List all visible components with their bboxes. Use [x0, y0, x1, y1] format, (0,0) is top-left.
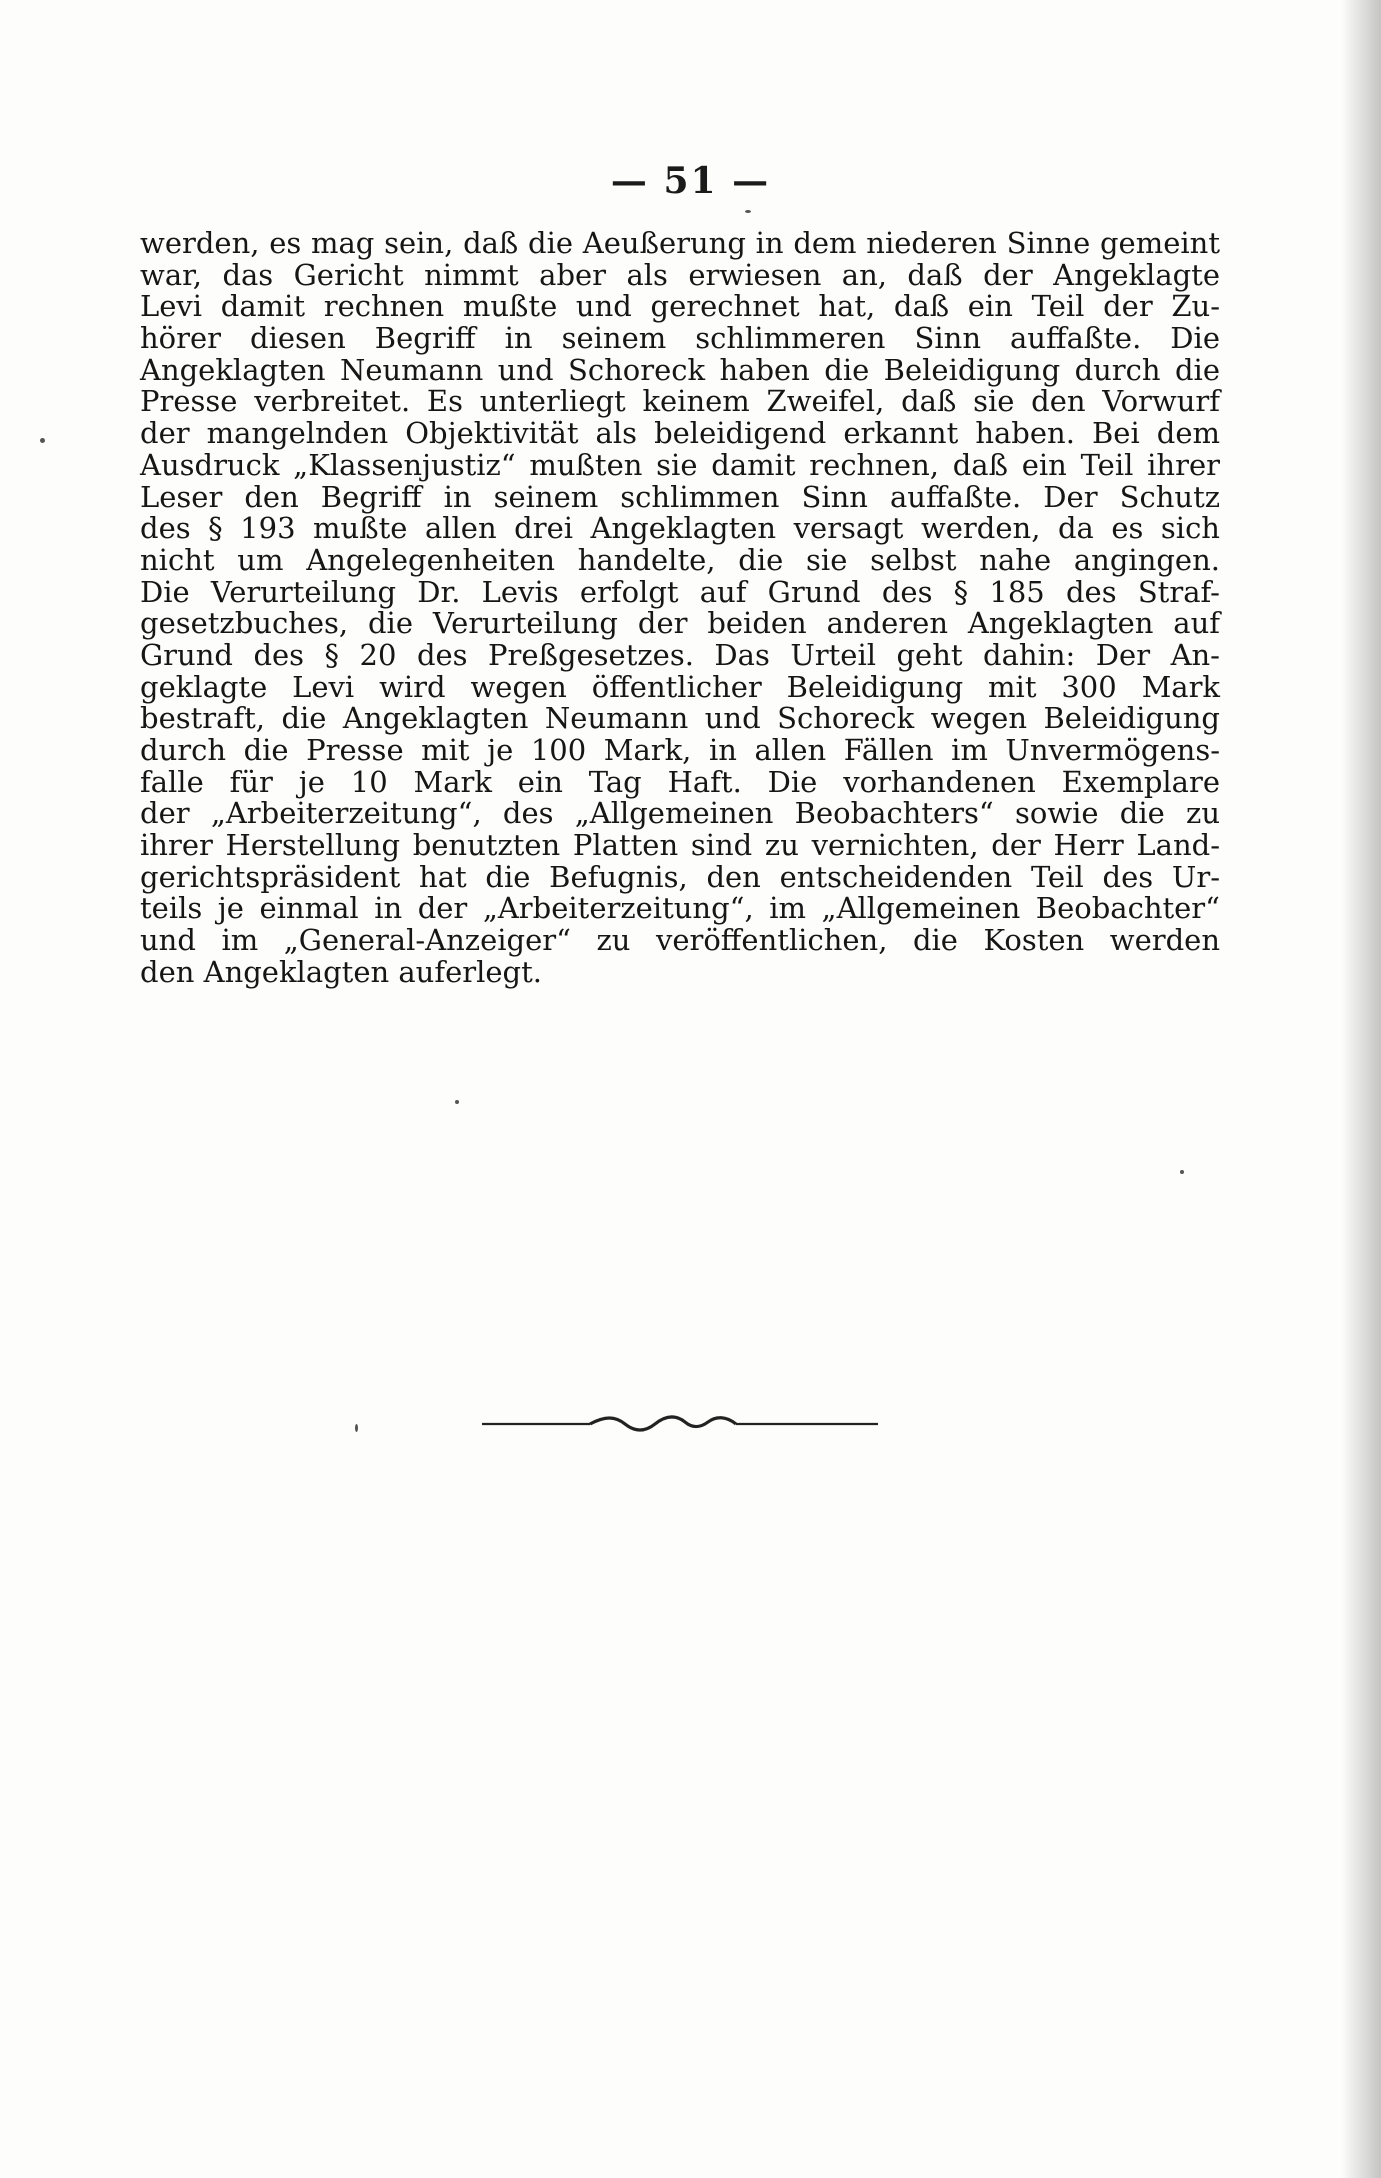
text-line: Presse verbreitet. Es unterliegt keinem Zweifel, daß sie den Vorwurf: [140, 384, 1220, 419]
text-line: den Angeklagten auferlegt.: [140, 954, 542, 989]
text-line: Angeklagten Neumann und Schoreck haben die Beleidigung durch die: [140, 352, 1220, 387]
scan-speck: [1180, 1170, 1184, 1174]
text-line: teils je einmal in der „Arbeiterzeitung“, im „Allgemeinen Beobachter“: [140, 891, 1220, 926]
text-line: und im „General-Anzeiger“ zu veröffentlichen, die Kosten werden: [140, 923, 1220, 958]
text-line: gesetzbuches, die Verurteilung der beiden anderen Angeklagten auf: [140, 606, 1220, 641]
text-line: Leser den Begriff in seinem schlimmen Sinn auffaßte. Der Schutz: [140, 479, 1220, 514]
body-text: [140, 228, 1220, 989]
page-number: — 51 —: [610, 160, 771, 202]
text-line: geklagte Levi wird wegen öffentlicher Beleidigung mit 300 Mark: [140, 669, 1220, 704]
scan-speck: [455, 1100, 459, 1104]
scan-speck: [745, 210, 751, 213]
text-line: war, das Gericht nimmt aber als erwiesen an, daß der Angeklagte: [140, 257, 1220, 292]
text-line: falle für je 10 Mark ein Tag Haft. Die vorhandenen Exemplare: [140, 764, 1220, 799]
decorative-ornament: [480, 1408, 880, 1438]
text-line: Grund des § 20 des Preßgesetzes. Das Urteil geht dahin: Der An-: [140, 637, 1220, 672]
text-line: werden, es mag sein, daß die Aeußerung in dem niederen Sinne gemeint: [140, 226, 1220, 260]
text-line: Levi damit rechnen mußte und gerechnet hat, daß ein Teil der Zu-: [140, 289, 1220, 324]
text-line: gerichtspräsident hat die Befugnis, den entscheidenden Teil des Ur-: [140, 859, 1220, 894]
text-line: Ausdruck „Klassenjustiz“ mußten sie damit rechnen, daß ein Teil ihrer: [140, 447, 1220, 482]
text-line: der „Arbeiterzeitung“, des „Allgemeinen Beobachters“ sowie die zu: [140, 796, 1220, 831]
text-line: der mangelnden Objektivität als beleidigend erkannt haben. Bei dem: [140, 416, 1220, 451]
text-line: durch die Presse mit je 100 Mark, in allen Fällen im Unvermögens-: [140, 733, 1220, 767]
text-line: ihrer Herstellung benutzten Platten sind zu vernichten, der Herr Land-: [140, 828, 1220, 863]
text-line: hörer diesen Begriff in seinem schlimmeren Sinn auffaßte. Die: [140, 321, 1220, 356]
text-line: bestraft, die Angeklagten Neumann und Schoreck wegen Beleidigung: [140, 701, 1220, 736]
scan-edge-shadow: [1341, 0, 1381, 2178]
text-line: Die Verurteilung Dr. Levis erfolgt auf Grund des § 185 des Straf-: [140, 574, 1220, 609]
scan-speck: [355, 1424, 358, 1432]
scan-speck: [40, 438, 45, 443]
text-line: nicht um Angelegenheiten handelte, die sie selbst nahe angingen.: [140, 542, 1220, 577]
text-line: des § 193 mußte allen drei Angeklagten versagt werden, da es sich: [140, 511, 1220, 546]
